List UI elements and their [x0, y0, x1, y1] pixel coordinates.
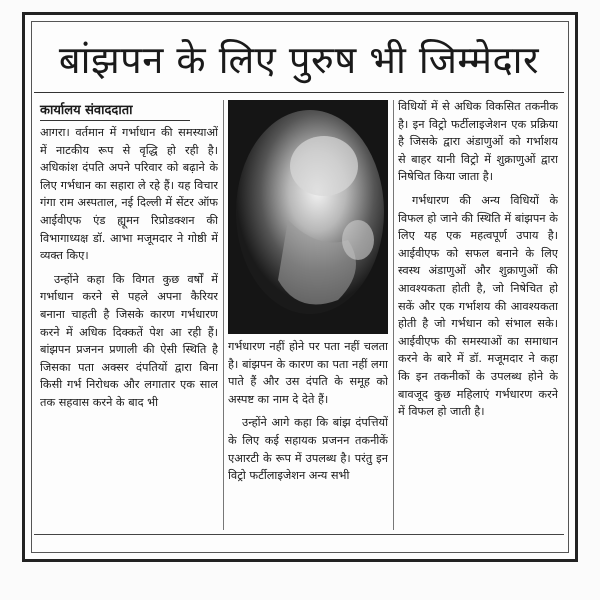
column-1-paragraph-1: आगरा। वर्तमान में गर्भाधान की समस्याओं में नाटकीय रूप से वृद्धि हो रही है। अधिकांश दंपति अपने परिवार को बढ़ाने के लिए गर्भधान का सहारा ले रहे हैं। यह विचार गंगा राम अस्पताल, नई दिल्ली में सेंटर ऑफ आईवीएफ एंड ह्यूमन रिप्रोडक्शन की विभागाध्यक्ष डॉ. आभा मजूमदार ने गोष्ठी में व्यक्त किए। [40, 126, 218, 263]
fetus-illustration [228, 100, 388, 334]
column-1 [40, 124, 218, 526]
column-1-paragraph-2: उन्होंने कहा कि विगत कुछ वर्षों में गर्भाधान करने से पहले अपना कैरियर बनाना चाहती है जिसके कारण गर्भधारण करने में अधिक दिक्कतें पेश आ रही हैं। बांझपन प्रजनन प्रणाली की ऐसी स्थिति है जिसका पता अक्सर दंपतियों द्वारा बिना किसी गर्भ निरोधक और लगातार एक साल तक सहवास करने के बाद भी [40, 272, 218, 409]
column-3 [398, 98, 558, 528]
column-2-paragraph-1: गर्भधारण नहीं होने पर पता नहीं चलता है। बांझपन के कारण का पता नहीं लगा पाते हैं और उस दंपति के समूह को अस्पष्ट का नाम दे देते हैं। [228, 340, 388, 406]
column-2-paragraph-2: उन्होंने आगे कहा कि बांझ दंपत्तियों के लिए कई सहायक प्रजनन तकनीकें एआरटी के रूप में उपलब्ध है। परंतु इन विट्रो फर्टीलाइजेशन अन्य सभी [228, 416, 388, 483]
headline: बांझपन के लिए पुरुष भी जिम्मेदार [58, 38, 540, 82]
column-divider-2 [393, 100, 394, 530]
column-3-paragraph-2: गर्भधारण की अन्य विधियों के विफल हो जाने की स्थिति में बांझपन के लिए यह एक महत्वपूर्ण उपाय है। आईवीएफ को सफल बनाने के लिए स्वस्थ अंडाणुओं और शुक्राणुओं की आवश्यकता होती है, जो निषेचित हो सकें और एक गर्भाशय की आवश्यकता होती है जो गर्भधान को संभाल सके। आईवीएफ की समस्याओं का समाधान करने के बारे में डॉ. मजूमदार ने कहा कि इन तकनीकों के उपलब्ध होने के बावजूद कुछ महिलाएं गर्भधारण करने में विफल हो जाती है। [398, 193, 558, 419]
column-divider-1 [223, 100, 224, 530]
fetus-photo [228, 100, 388, 334]
column-2 [228, 338, 388, 528]
byline: कार्यालय संवाददाता [40, 100, 190, 121]
column-3-paragraph-1: विधियों में से अधिक विकसित तकनीक है। इन विट्रो फर्टीलाइजेशन एक प्रक्रिया है जिसके द्वारा अंडाणुओं को गर्भाशय से बाहर यानी विट्रो में शुक्राणुओं द्वारा निषेचित किया जाता है। [398, 100, 558, 184]
bottom-rule [34, 534, 564, 535]
headline-rule [34, 92, 564, 93]
